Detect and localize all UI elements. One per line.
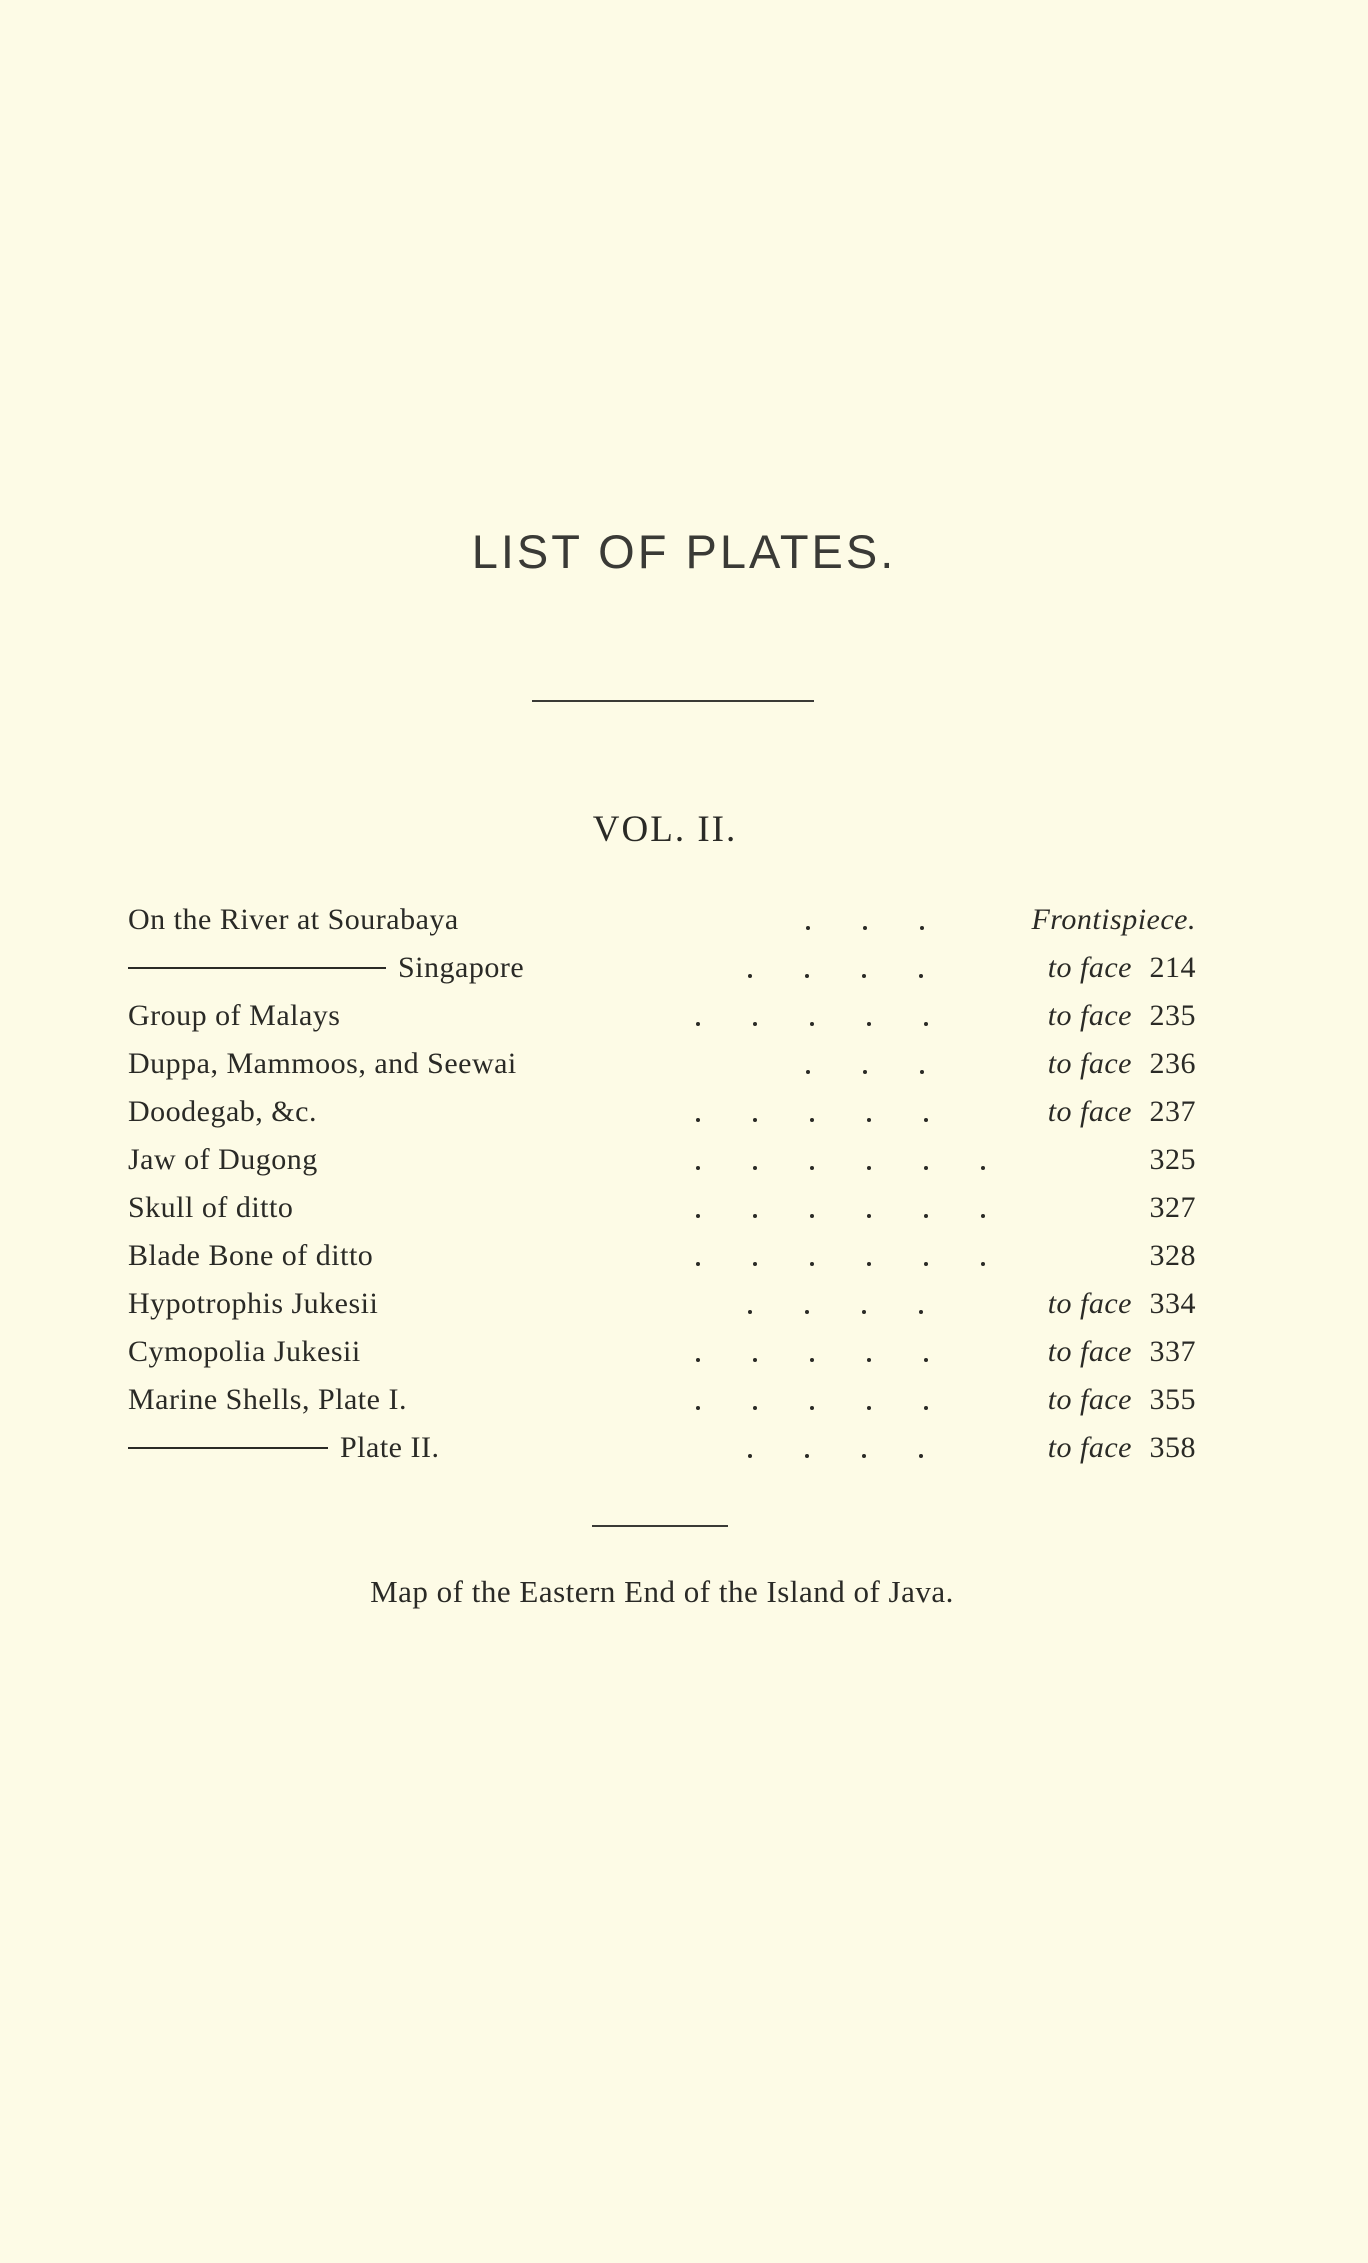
to-face-label: to face xyxy=(1047,951,1132,984)
page-reference xyxy=(1048,1088,1196,1136)
leader-dot xyxy=(696,1262,700,1266)
leader-dot xyxy=(696,1358,700,1362)
leader-dot xyxy=(810,1022,814,1026)
leader-dot xyxy=(810,1118,814,1122)
leader-dot xyxy=(919,1454,923,1458)
page-reference xyxy=(1144,1136,1196,1184)
leader-dots xyxy=(666,1280,1046,1328)
frontispiece-label: Frontispiece. xyxy=(1031,903,1196,936)
plate-row xyxy=(128,992,1196,1040)
leader-dots xyxy=(666,1184,1046,1232)
leader-dot xyxy=(810,1214,814,1218)
leader-dot xyxy=(862,974,866,978)
plate-title xyxy=(128,1376,407,1424)
leader-dot xyxy=(920,926,924,930)
leader-dot xyxy=(924,1262,928,1266)
leader-dot xyxy=(867,1262,871,1266)
plate-row xyxy=(128,1184,1196,1232)
plate-title-text: Plate II. xyxy=(340,1431,440,1464)
page-reference xyxy=(1048,944,1196,992)
leader-dot xyxy=(806,926,810,930)
page-reference xyxy=(1144,1232,1196,1280)
ditto-dash xyxy=(128,967,386,969)
plate-title-text: On the River at Sourabaya xyxy=(128,903,459,936)
leader-dot xyxy=(919,974,923,978)
plate-title xyxy=(128,1232,373,1280)
plate-title-text: Cymopolia Jukesii xyxy=(128,1335,361,1368)
page-number: 358 xyxy=(1149,1431,1196,1464)
leader-dot xyxy=(696,1166,700,1170)
leader-dot xyxy=(810,1406,814,1410)
page-number: 237 xyxy=(1149,1095,1196,1128)
page-number: 334 xyxy=(1149,1287,1196,1320)
leader-dot xyxy=(863,926,867,930)
leader-dots xyxy=(666,944,1046,992)
plate-title xyxy=(128,1424,439,1472)
leader-dot xyxy=(748,974,752,978)
leader-dot xyxy=(981,1166,985,1170)
plate-title xyxy=(128,944,524,992)
leader-dot xyxy=(753,1022,757,1026)
volume-heading: VOL. II. xyxy=(592,809,738,850)
leader-dot xyxy=(867,1022,871,1026)
leader-dot xyxy=(867,1118,871,1122)
page-number: 236 xyxy=(1149,1047,1196,1080)
page-reference xyxy=(1048,1328,1196,1376)
plate-row xyxy=(128,1424,1196,1472)
leader-dot xyxy=(924,1358,928,1362)
plate-row xyxy=(128,1232,1196,1280)
plate-row xyxy=(128,944,1196,992)
plate-row xyxy=(128,1280,1196,1328)
plate-title xyxy=(128,1184,293,1232)
title-divider xyxy=(532,700,814,702)
leader-dot xyxy=(696,1406,700,1410)
leader-dot xyxy=(805,1454,809,1458)
leader-dots xyxy=(666,992,1046,1040)
leader-dot xyxy=(810,1166,814,1170)
page-reference xyxy=(1048,1424,1196,1472)
to-face-label: to face xyxy=(1047,1383,1132,1416)
page-number: 337 xyxy=(1149,1335,1196,1368)
to-face-label: to face xyxy=(1047,1431,1132,1464)
leader-dot xyxy=(981,1262,985,1266)
leader-dot xyxy=(924,1118,928,1122)
leader-dots xyxy=(666,1424,1046,1472)
list-divider xyxy=(592,1525,728,1527)
leader-dot xyxy=(863,1070,867,1074)
page-reference xyxy=(1048,992,1196,1040)
plate-row xyxy=(128,896,1196,944)
page-reference xyxy=(1144,1184,1196,1232)
plate-title xyxy=(128,992,340,1040)
leader-dots xyxy=(666,1088,1046,1136)
leader-dot xyxy=(867,1406,871,1410)
leader-dot xyxy=(920,1070,924,1074)
plate-title xyxy=(128,1280,378,1328)
to-face-label: to face xyxy=(1047,1287,1132,1320)
leader-dots xyxy=(666,1232,1046,1280)
map-note: Map of the Eastern End of the Island of Java. xyxy=(370,1574,954,1609)
leader-dot xyxy=(862,1310,866,1314)
page-reference xyxy=(1048,1376,1196,1424)
plate-title-text: Jaw of Dugong xyxy=(128,1143,318,1176)
leader-dots xyxy=(666,1136,1046,1184)
leader-dot xyxy=(696,1022,700,1026)
leader-dots xyxy=(666,1328,1046,1376)
leader-dot xyxy=(867,1166,871,1170)
leader-dot xyxy=(753,1406,757,1410)
plate-title-text: Marine Shells, Plate I. xyxy=(128,1383,407,1416)
page-number: 355 xyxy=(1149,1383,1196,1416)
ditto-dash xyxy=(128,1447,328,1449)
leader-dot xyxy=(753,1166,757,1170)
leader-dot xyxy=(753,1118,757,1122)
to-face-label: to face xyxy=(1047,999,1132,1032)
leader-dot xyxy=(862,1454,866,1458)
leader-dot xyxy=(867,1214,871,1218)
leader-dot xyxy=(810,1262,814,1266)
plate-title-text: Hypotrophis Jukesii xyxy=(128,1287,379,1320)
leader-dot xyxy=(748,1454,752,1458)
leader-dot xyxy=(810,1358,814,1362)
leader-dot xyxy=(924,1406,928,1410)
page-number: 327 xyxy=(1149,1191,1196,1224)
to-face-label: to face xyxy=(1047,1047,1132,1080)
leader-dot xyxy=(805,974,809,978)
plate-title-text: Skull of ditto xyxy=(128,1191,294,1224)
to-face-label: to face xyxy=(1047,1335,1132,1368)
page-title: LIST OF PLATES. xyxy=(471,525,897,578)
leader-dot xyxy=(753,1214,757,1218)
leader-dot xyxy=(981,1214,985,1218)
plate-row xyxy=(128,1136,1196,1184)
plate-row xyxy=(128,1040,1196,1088)
plate-title-text: Group of Malays xyxy=(128,999,341,1032)
page-number: 325 xyxy=(1149,1143,1196,1176)
leader-dot xyxy=(805,1310,809,1314)
leader-dot xyxy=(753,1358,757,1362)
page-number: 214 xyxy=(1149,951,1196,984)
plate-title xyxy=(128,1040,517,1088)
page-reference xyxy=(1048,1280,1196,1328)
plate-title xyxy=(128,1136,318,1184)
leader-dot xyxy=(919,1310,923,1314)
plate-title-text: Singapore xyxy=(398,951,525,984)
leader-dots xyxy=(666,1040,1046,1088)
plate-title xyxy=(128,1328,361,1376)
plate-title xyxy=(128,896,459,944)
page-number: 328 xyxy=(1149,1239,1196,1272)
plate-row xyxy=(128,1376,1196,1424)
plate-title xyxy=(128,1088,317,1136)
leader-dot xyxy=(696,1214,700,1218)
leader-dot xyxy=(696,1118,700,1122)
leader-dot xyxy=(806,1070,810,1074)
plates-list xyxy=(128,896,1196,1472)
leader-dot xyxy=(867,1358,871,1362)
page-reference xyxy=(1031,896,1196,944)
plate-row xyxy=(128,1088,1196,1136)
page-number: 235 xyxy=(1149,999,1196,1032)
leader-dot xyxy=(924,1022,928,1026)
leader-dots xyxy=(666,896,1046,944)
page-reference xyxy=(1048,1040,1196,1088)
leader-dots xyxy=(666,1376,1046,1424)
plate-title-text: Doodegab, &c. xyxy=(128,1095,317,1128)
leader-dot xyxy=(924,1166,928,1170)
to-face-label: to face xyxy=(1047,1095,1132,1128)
leader-dot xyxy=(924,1214,928,1218)
leader-dot xyxy=(748,1310,752,1314)
plate-title-text: Blade Bone of ditto xyxy=(128,1239,374,1272)
leader-dot xyxy=(753,1262,757,1266)
plate-row xyxy=(128,1328,1196,1376)
plate-title-text: Duppa, Mammoos, and Seewai xyxy=(128,1047,517,1080)
